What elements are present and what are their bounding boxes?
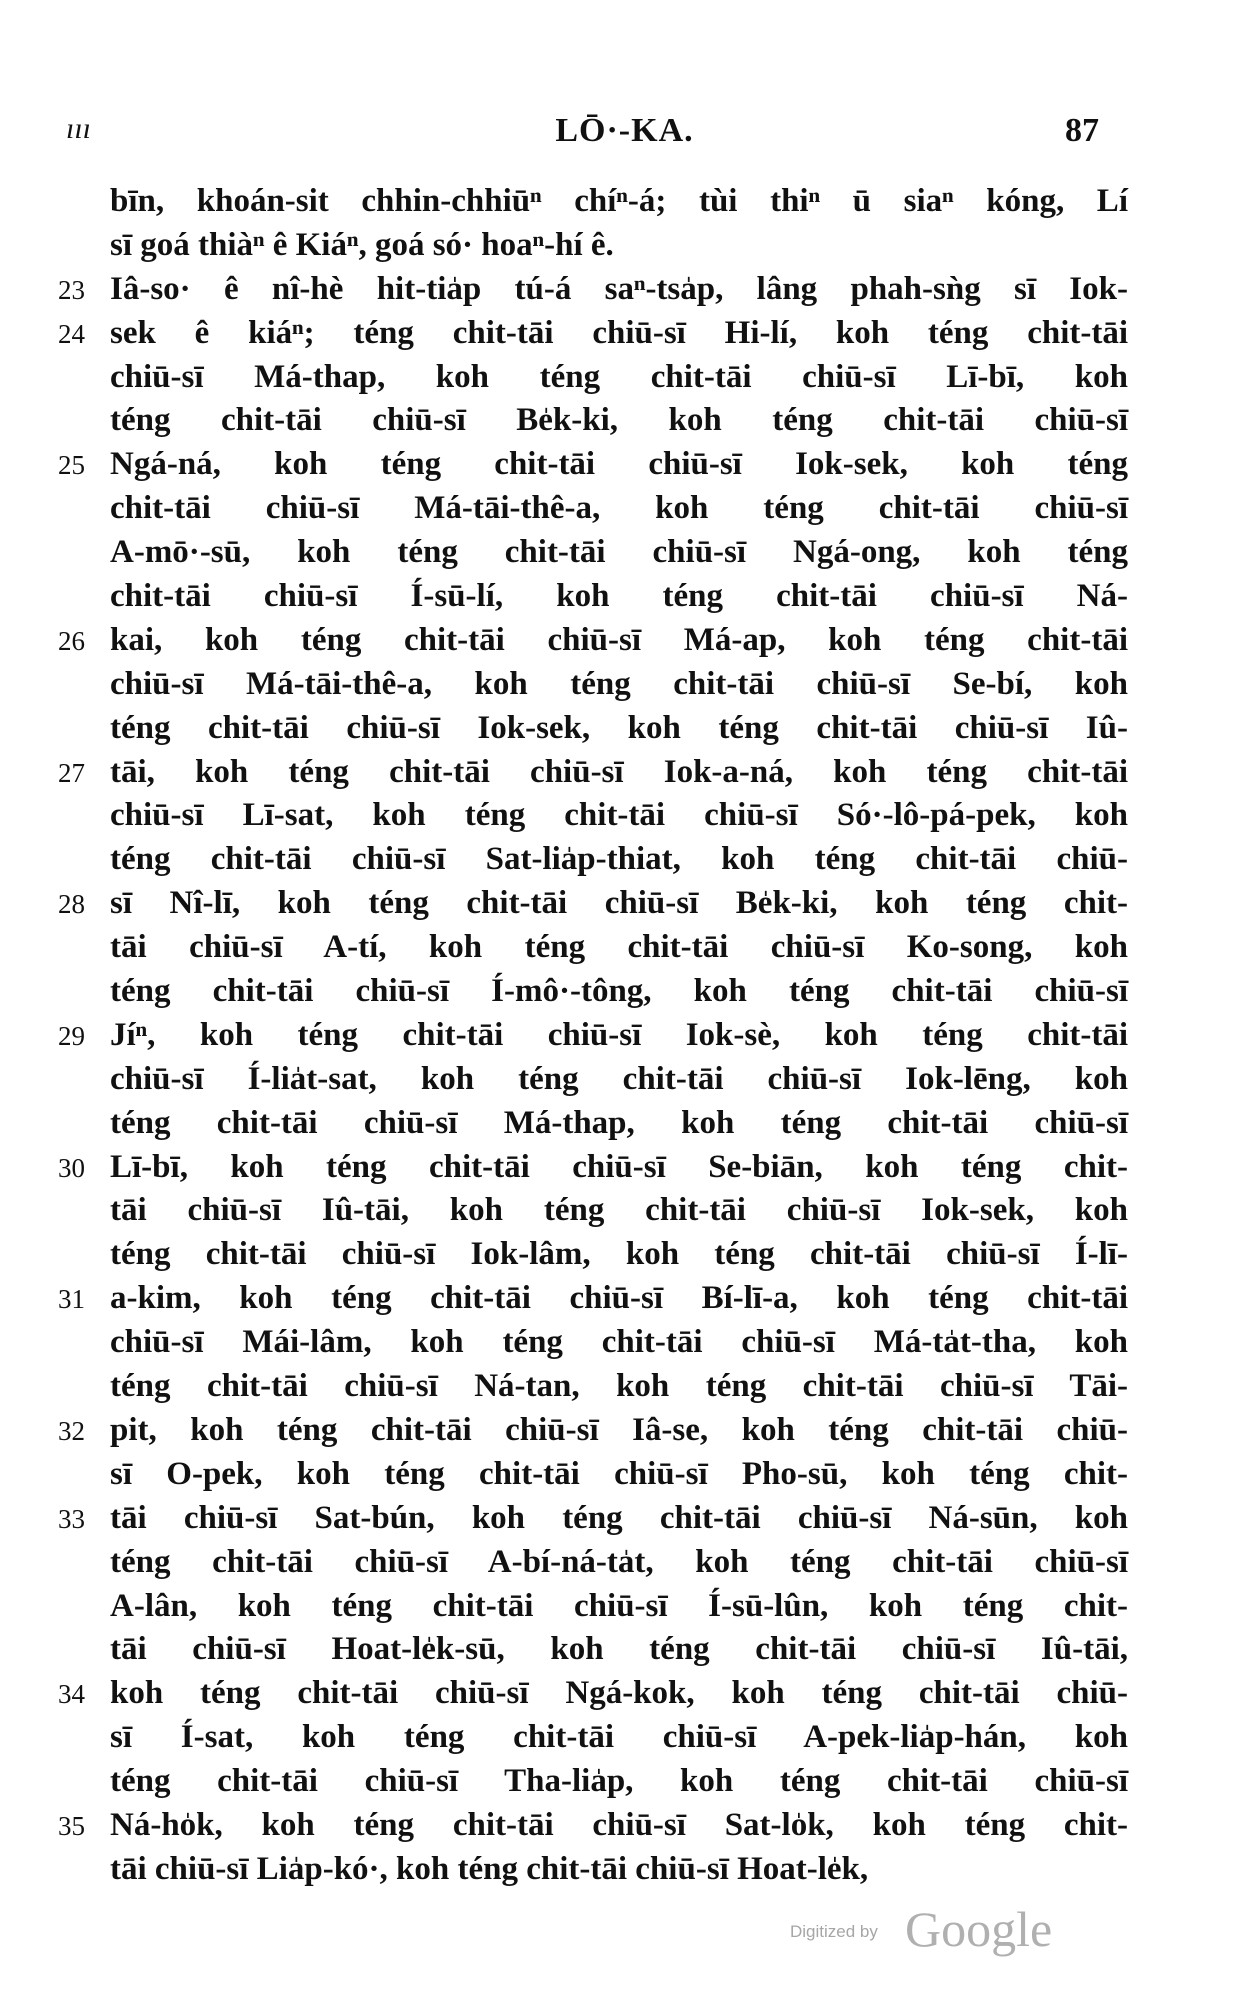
- line-text: kai, koh téng chit-tāi chiū-sī Má-ap, koh téng chit-tāi: [110, 621, 1128, 658]
- text-line: [0, 315, 1249, 359]
- line-text: a-kim, koh téng chit-tāi chiū-sī Bí-lī-a, koh téng chit-tāi: [110, 1280, 1128, 1317]
- text-line: [0, 1324, 1249, 1368]
- text-line: [0, 271, 1249, 315]
- line-text: chiū-sī Má-tāi-thê-a, koh téng chit-tāi chiū-sī Se-bí, koh: [110, 665, 1128, 702]
- verse-number: 27: [58, 757, 85, 788]
- running-title: LŌ·-KA.: [555, 112, 694, 149]
- text-line: [0, 1017, 1249, 1061]
- line-text: tāi chiū-sī Lia̍p-kó·, koh téng chit-tāi chiū-sī Hoat-le̍k,: [110, 1850, 869, 1887]
- text-line: [0, 973, 1249, 1017]
- text-line: [0, 402, 1249, 446]
- text-line: [0, 754, 1249, 798]
- text-line: [0, 1368, 1249, 1412]
- text-line: [0, 359, 1249, 403]
- text-body: [0, 183, 1249, 1895]
- text-line: [0, 710, 1249, 754]
- verse-number: 34: [58, 1679, 85, 1710]
- text-line: [0, 1588, 1249, 1632]
- verse-number: 28: [58, 889, 85, 920]
- line-text: chiū-sī Mái-lâm, koh téng chit-tāi chiū-sī Má-ta̍t-tha, koh: [110, 1324, 1128, 1361]
- text-line: [0, 1763, 1249, 1807]
- verse-number: 25: [58, 450, 85, 481]
- text-line: [0, 1061, 1249, 1105]
- text-line: [0, 183, 1249, 227]
- text-line: [0, 666, 1249, 710]
- verse-number: 31: [58, 1284, 85, 1315]
- line-text: chiū-sī Lī-sat, koh téng chit-tāi chiū-sī Só·-lô-pá-pek, koh: [110, 797, 1128, 834]
- line-text: sī O-pek, koh téng chit-tāi chiū-sī Pho-sū, koh téng chit-: [110, 1455, 1128, 1492]
- verse-number: 33: [58, 1503, 85, 1534]
- text-line: [0, 1500, 1249, 1544]
- text-line: [0, 1192, 1249, 1236]
- line-text: tāi chiū-sī Hoat-le̍k-sū, koh téng chit-tāi chiū-sī Iû-tāi,: [110, 1631, 1128, 1668]
- verse-number: 26: [58, 625, 85, 656]
- line-text: téng chit-tāi chiū-sī A-bí-ná-ta̍t, koh téng chit-tāi chiū-sī: [110, 1543, 1128, 1580]
- text-line: [0, 578, 1249, 622]
- text-line: [0, 1807, 1249, 1851]
- verse-number: 30: [58, 1152, 85, 1183]
- line-text: chiū-sī Má-thap, koh téng chit-tāi chiū-sī Lī-bī, koh: [110, 358, 1128, 395]
- line-text: téng chit-tāi chiū-sī Tha-lia̍p, koh téng chit-tāi chiū-sī: [110, 1763, 1128, 1800]
- verse-number: 32: [58, 1415, 85, 1446]
- line-text: chit-tāi chiū-sī Má-tāi-thê-a, koh téng chit-tāi chiū-sī: [110, 490, 1128, 527]
- line-text: téng chit-tāi chiū-sī Be̍k-ki, koh téng chit-tāi chiū-sī: [110, 402, 1128, 439]
- line-text: tāi chiū-sī Sat-bún, koh téng chit-tāi chiū-sī Ná-sūn, koh: [110, 1499, 1128, 1536]
- text-line: [0, 1675, 1249, 1719]
- page-header: [0, 112, 1249, 152]
- line-text: Jíⁿ, koh téng chit-tāi chiū-sī Iok-sè, koh téng chit-tāi: [110, 1016, 1128, 1053]
- line-text: koh téng chit-tāi chiū-sī Ngá-kok, koh téng chit-tāi chiū-: [110, 1675, 1128, 1712]
- line-text: Ná-ho̍k, koh téng chit-tāi chiū-sī Sat-lo̍k, koh téng chit-: [110, 1806, 1128, 1843]
- digitized-by-label: Digitized by: [790, 1922, 878, 1941]
- line-text: chiū-sī Í-lia̍t-sat, koh téng chit-tāi chiū-sī Iok-lēng, koh: [110, 1060, 1128, 1097]
- line-text: sek ê kiáⁿ; téng chit-tāi chiū-sī Hi-lí, koh téng chit-tāi: [110, 314, 1128, 351]
- page-footer: [0, 1900, 1249, 1970]
- text-line: [0, 622, 1249, 666]
- text-line: [0, 841, 1249, 885]
- header-left-mark: ııı: [66, 112, 92, 145]
- verse-number: 23: [58, 274, 85, 305]
- text-line: [0, 534, 1249, 578]
- verse-number: 35: [58, 1810, 85, 1841]
- text-line: [0, 1544, 1249, 1588]
- line-text: Ngá-ná, koh téng chit-tāi chiū-sī Iok-sek, koh téng: [110, 446, 1128, 483]
- text-line: [0, 1149, 1249, 1193]
- text-line: [0, 1412, 1249, 1456]
- line-text: téng chit-tāi chiū-sī Má-thap, koh téng chit-tāi chiū-sī: [110, 1104, 1128, 1141]
- text-line: [0, 1456, 1249, 1500]
- verse-number: 24: [58, 318, 85, 349]
- text-line: [0, 1851, 1249, 1895]
- line-text: sī Nî-lī, koh téng chit-tāi chiū-sī Be̍k-ki, koh téng chit-: [110, 885, 1128, 922]
- text-line: [0, 797, 1249, 841]
- text-line: [0, 227, 1249, 271]
- text-line: [0, 1631, 1249, 1675]
- line-text: chit-tāi chiū-sī Í-sū-lí, koh téng chit-tāi chiū-sī Ná-: [110, 578, 1128, 615]
- text-line: [0, 490, 1249, 534]
- line-text: bīn, khoán-sit chhin-chhiūⁿ chíⁿ-á; tùi thiⁿ ū siaⁿ kóng, Lí: [110, 183, 1128, 219]
- text-line: [0, 885, 1249, 929]
- line-text: téng chit-tāi chiū-sī Iok-lâm, koh téng chit-tāi chiū-sī Í-lī-: [110, 1236, 1128, 1273]
- line-text: sī goá thiàⁿ ê Kiáⁿ, goá só· hoaⁿ-hí ê.: [110, 226, 614, 263]
- line-text: A-mō·-sū, koh téng chit-tāi chiū-sī Ngá-ong, koh téng: [110, 534, 1128, 571]
- google-watermark: Google: [905, 1901, 1053, 1957]
- line-text: sī Í-sat, koh téng chit-tāi chiū-sī A-pek-lia̍p-hán, koh: [110, 1719, 1128, 1756]
- verse-number: 29: [58, 1020, 85, 1051]
- line-text: tāi chiū-sī A-tí, koh téng chit-tāi chiū-sī Ko-song, koh: [110, 929, 1128, 966]
- line-text: téng chit-tāi chiū-sī Iok-sek, koh téng chit-tāi chiū-sī Iû-: [110, 709, 1128, 746]
- line-text: pit, koh téng chit-tāi chiū-sī Iâ-se, koh téng chit-tāi chiū-: [110, 1411, 1128, 1448]
- page-number: 87: [1065, 112, 1099, 149]
- text-line: [0, 1236, 1249, 1280]
- line-text: téng chit-tāi chiū-sī Sat-lia̍p-thiat, koh téng chit-tāi chiū-: [110, 841, 1128, 878]
- text-line: [0, 1719, 1249, 1763]
- text-line: [0, 929, 1249, 973]
- line-text: tāi chiū-sī Iû-tāi, koh téng chit-tāi chiū-sī Iok-sek, koh: [110, 1192, 1128, 1229]
- text-line: [0, 1280, 1249, 1324]
- line-text: Lī-bī, koh téng chit-tāi chiū-sī Se-biān, koh téng chit-: [110, 1148, 1128, 1185]
- line-text: téng chit-tāi chiū-sī Í-mô·-tông, koh téng chit-tāi chiū-sī: [110, 973, 1128, 1010]
- text-line: [0, 446, 1249, 490]
- line-text: Iâ-so· ê nî-hè hit-tia̍p tú-á saⁿ-tsa̍p, lâng phah-sǹg sī Iok-: [110, 270, 1128, 307]
- line-text: A-lân, koh téng chit-tāi chiū-sī Í-sū-lûn, koh téng chit-: [110, 1587, 1128, 1624]
- text-line: [0, 1105, 1249, 1149]
- line-text: tāi, koh téng chit-tāi chiū-sī Iok-a-ná, koh téng chit-tāi: [110, 753, 1128, 790]
- line-text: téng chit-tāi chiū-sī Ná-tan, koh téng chit-tāi chiū-sī Tāi-: [110, 1368, 1128, 1405]
